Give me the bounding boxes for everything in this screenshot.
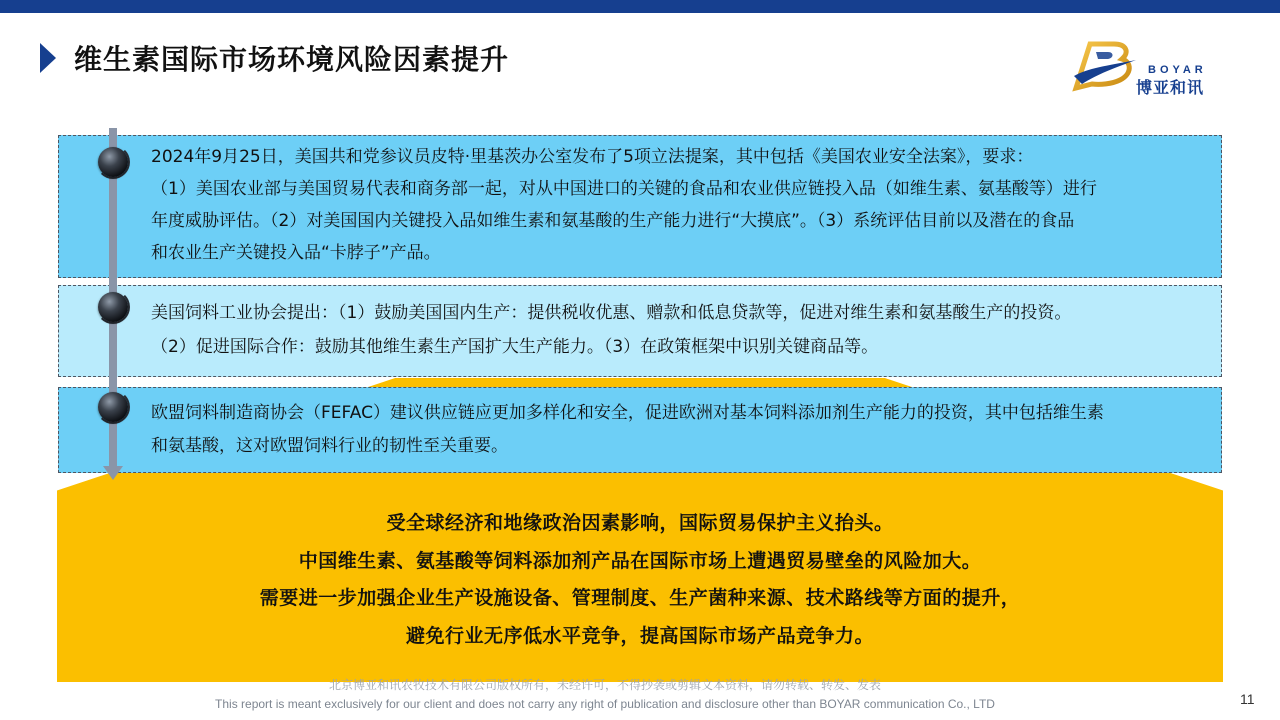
text-line: 和农业生产关键投入品“卡脖子”产品。: [151, 243, 441, 263]
text-line: （1）美国农业部与美国贸易代表和商务部一起，对从中国进口的关键的食品和农业供应链投入品（如维生素、氨基酸等）进行: [151, 179, 1097, 199]
sphere-bullet-icon: [98, 147, 128, 177]
text-line: 美国饲料工业协会提出：（1）鼓励美国国内生产：提供税收优惠、赠款和低息贷款等，促进对维生素和氨基酸生产的投资。: [151, 303, 1072, 323]
footer-disclaimer-en: This report is meant exclusively for our client and does not carry any right of publication and disclosure other than BOYAR communication Co., LTD: [215, 697, 995, 711]
logo-chinese-text: 博亚和讯: [1136, 78, 1205, 97]
title-row: [40, 38, 509, 78]
logo-latin-text: BOYAR: [1148, 64, 1207, 76]
text-line: （2）促进国际合作：鼓励其他维生素生产国扩大生产能力。（3）在政策框架中识别关键商品等。: [151, 337, 879, 357]
text-line: 年度威胁评估。（2）对美国国内关键投入品如维生素和氨基酸的生产能力进行“大摸底”。（3）系统评估目前以及潜在的食品: [151, 211, 1075, 231]
footer-copyright-cn: 北京博亚和讯农牧技术有限公司版权所有，未经许可，不得抄袭或剪辑文本资料，请勿转载、转发、发表: [328, 678, 881, 692]
arrow-down-icon: [103, 466, 123, 480]
conclusion-line: 受全球经济和地缘政治因素影响，国际贸易保护主义抬头。: [386, 512, 894, 534]
boyar-b-logo-icon: [1070, 38, 1140, 94]
conclusion-line: 避免行业无序低水平竞争，提高国际市场产品竞争力。: [405, 624, 874, 647]
conclusion-block: [57, 505, 1223, 655]
text-line: 和氨基酸，这对欧盟饲料行业的韧性至关重要。: [151, 436, 508, 456]
chevron-right-icon: [40, 43, 56, 73]
conclusion-line: 需要进一步加强企业生产设施设备、管理制度、生产菌种来源、技术路线等方面的提升，: [259, 587, 1021, 609]
page-number: 11: [1240, 691, 1255, 707]
company-logo: [1070, 38, 1220, 97]
top-accent-bar: [0, 0, 1280, 13]
page-title: 维生素国际市场环境风险因素提升: [74, 43, 510, 76]
timeline-item-text: [151, 296, 1207, 364]
text-line: 欧盟饲料制造商协会（FEFAC）建议供应链应更加多样化和安全，促进欧洲对基本饲料添加剂生产能力的投资，其中包括维生素: [151, 403, 1104, 423]
sphere-bullet-icon: [98, 292, 128, 322]
timeline-item-us-feed-association: [58, 285, 1222, 377]
sphere-bullet-icon: [98, 392, 128, 422]
timeline-item-text: [151, 397, 1207, 463]
timeline-item-fefac: [58, 387, 1222, 473]
timeline-item-text: [151, 141, 1207, 269]
text-line: 2024年9月25日，美国共和党参议员皮特·里基茨办公室发布了5项立法提案，其中包括《美国农业安全法案》，要求：: [151, 147, 1034, 167]
timeline-item-us-senate: [58, 135, 1222, 278]
conclusion-line: 中国维生素、氨基酸等饲料添加剂产品在国际市场上遭遇贸易壁垒的风险加大。: [298, 549, 982, 572]
